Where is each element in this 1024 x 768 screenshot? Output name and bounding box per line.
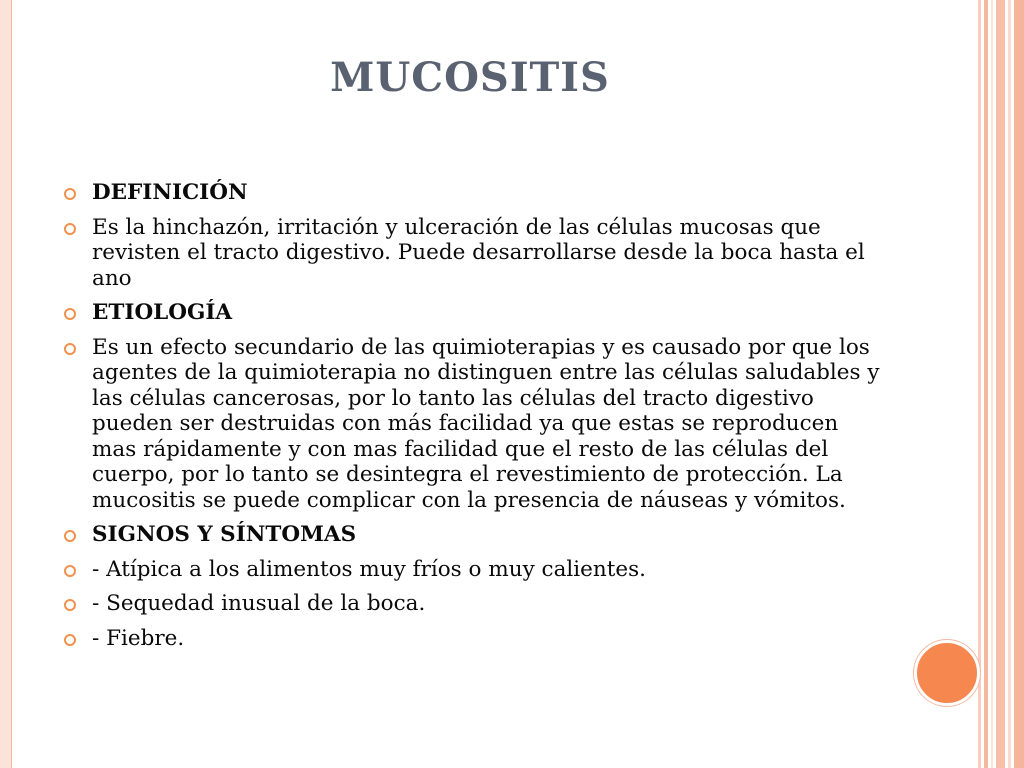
list-item-text: DEFINICIÓN: [92, 180, 248, 205]
bullet-ring-icon: [64, 343, 76, 355]
left-border-stripe: [0, 0, 12, 768]
list-item-text: - Fiebre.: [92, 625, 185, 651]
list-item: [62, 215, 882, 292]
list-item: [62, 180, 882, 206]
list-item: [62, 626, 882, 652]
bullet-ring-icon: [64, 308, 76, 320]
list-item: [62, 300, 882, 326]
list-item-text: Es la hinchazón, irritación y ulceración de las células mucosas que revisten el tracto digestivo. Puede desarrollarse desde la boca hasta el ano: [92, 214, 865, 291]
list-item: [62, 335, 882, 514]
list-item: [62, 591, 882, 617]
bullet-ring-icon: [64, 530, 76, 542]
bullet-ring-icon: [64, 188, 76, 200]
bullet-ring-icon: [64, 599, 76, 611]
bullet-list: [62, 180, 882, 660]
list-item: [62, 522, 882, 548]
list-item-text: Es un efecto secundario de las quimioterapias y es causado por que los agentes de la quimioterapia no distinguen entre las células saludables y las células cancerosas, por lo tanto las células del tracto digestivo pueden ser destruidas con más facilidad ya que estas se reproducen mas rápidamente y con mas facilidad que el resto de las células del cuerpo, por lo tanto se desintegra el revestimiento de protección. La mucositis se puede complicar con la presencia de náuseas y vómitos.: [92, 334, 880, 513]
decorative-circle-icon: [914, 640, 980, 706]
right-border-stripes: [978, 0, 1024, 768]
bullet-ring-icon: [64, 565, 76, 577]
list-item-text: - Sequedad inusual de la boca.: [92, 591, 426, 616]
slide-title: MUCOSITIS: [330, 54, 610, 101]
list-item-text: - Atípica a los alimentos muy fríos o muy calientes.: [92, 556, 646, 582]
bullet-ring-icon: [64, 223, 76, 235]
list-item-text: SIGNOS Y SÍNTOMAS: [92, 522, 357, 547]
list-item-text: ETIOLOGÍA: [92, 300, 233, 325]
list-item: [62, 557, 882, 583]
bullet-ring-icon: [64, 634, 76, 646]
